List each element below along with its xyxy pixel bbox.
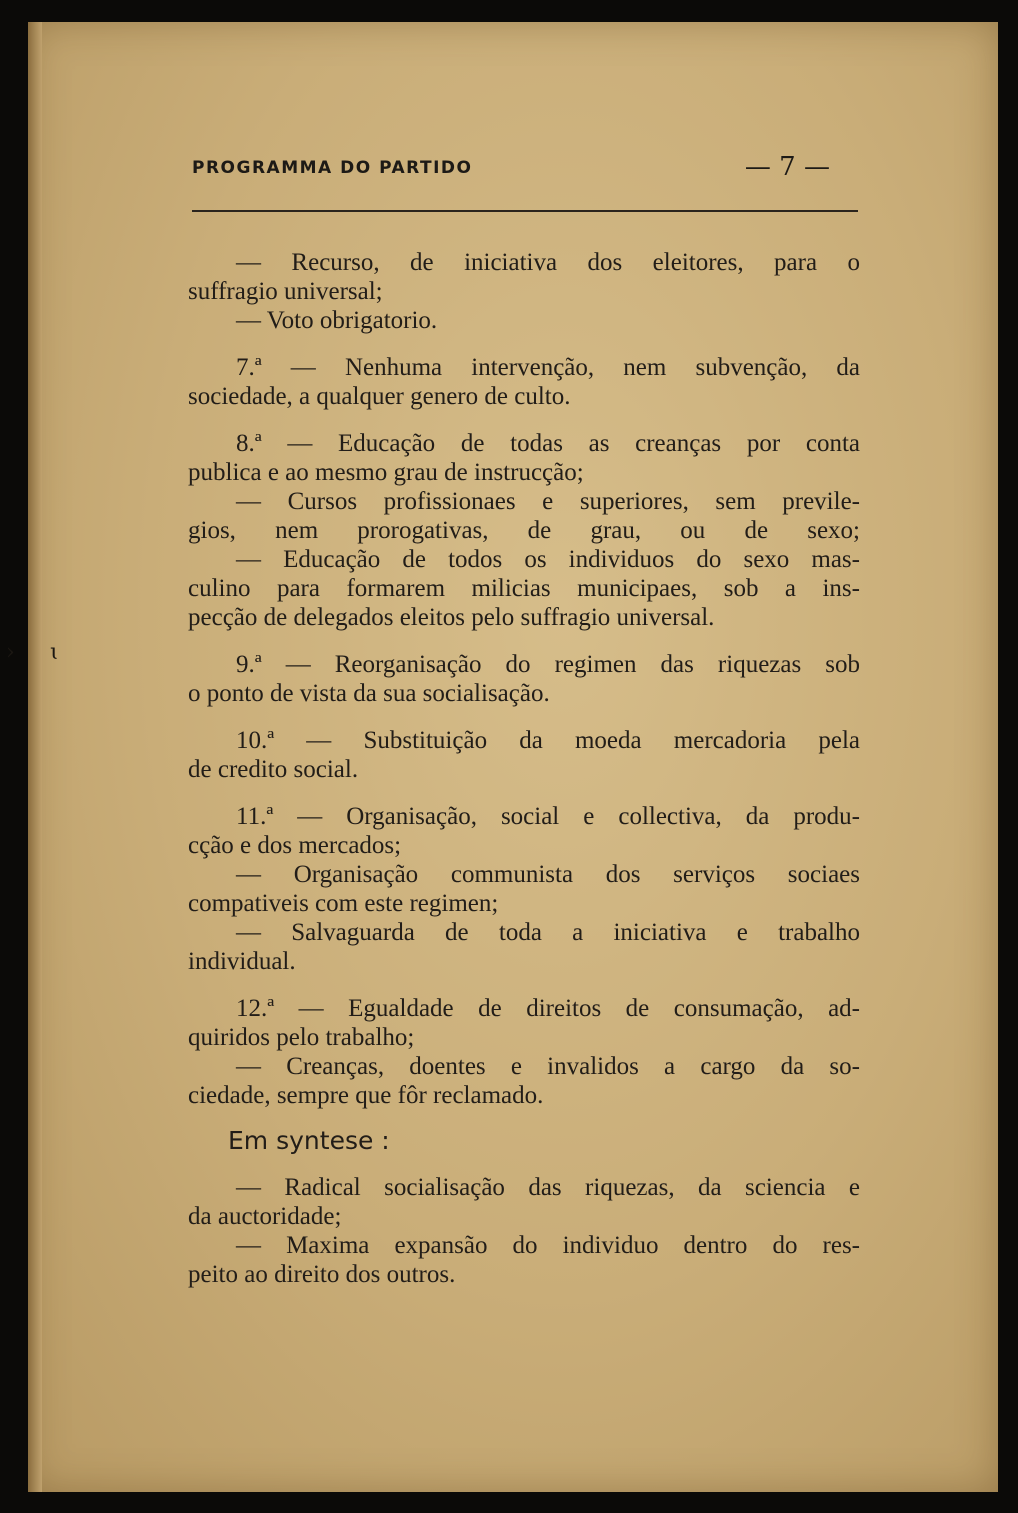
text-line: — Organisação communista dos serviços sociaes — [236, 861, 860, 888]
running-title: PROGRAMMA DO PARTIDO — [192, 158, 473, 178]
text-line: suffragio universal; — [188, 278, 383, 305]
text-line: pecção de delegados eleitos pelo suffragio universal. — [188, 604, 715, 631]
text-line: — Educação de todos os individuos do sexo mas- — [236, 546, 860, 573]
text-line: — Voto obrigatorio. — [236, 307, 438, 334]
margin-mark: ɩ — [50, 640, 59, 665]
text-line: da auctoridade; — [188, 1203, 342, 1230]
text-line: 8.ª — Educação de todas as creanças por conta — [236, 430, 860, 457]
text-line: — Recurso, de iniciativa dos eleitores, para o — [236, 249, 860, 276]
text-line: 12.ª — Egualdade de direitos de consumação, ad- — [236, 995, 860, 1022]
text-line: — Creanças, doentes e invalidos a cargo da so- — [236, 1053, 860, 1080]
page-body — [188, 248, 860, 1289]
text-line: — Radical socialisação das riquezas, da sciencia e — [236, 1174, 860, 1201]
margin-mark: › — [6, 640, 15, 665]
text-line: peito ao direito dos outros. — [188, 1261, 456, 1288]
text-line: — Salvaguarda de toda a iniciativa e trabalho — [236, 919, 860, 946]
running-header — [192, 152, 860, 192]
text-line: gios, nem prorogativas, de grau, ou de sexo; — [188, 517, 860, 544]
book-spine — [28, 22, 42, 1492]
text-line: — Maxima expansão do individuo dentro do res- — [236, 1232, 860, 1259]
text-line: quiridos pelo trabalho; — [188, 1024, 415, 1051]
text-line: de credito social. — [188, 756, 359, 783]
text-line: cção e dos mercados; — [188, 832, 402, 859]
text-line: 9.ª — Reorganisação do regimen das riquezas sob — [236, 651, 860, 678]
text-line: compativeis com este regimen; — [188, 890, 499, 917]
text-line: 7.ª — Nenhuma intervenção, nem subvenção, da — [236, 354, 860, 381]
text-line: sociedade, a qualquer genero de culto. — [188, 383, 571, 410]
section-heading: Em syntese : — [228, 1126, 390, 1155]
text-line: 11.ª — Organisação, social e collectiva, da produ- — [236, 803, 860, 830]
text-line: — Cursos profissionaes e superiores, sem previle- — [236, 488, 860, 515]
text-line: ciedade, sempre que fôr reclamado. — [188, 1082, 544, 1109]
text-line: culino para formarem milicias municipaes, sob a ins- — [188, 575, 860, 602]
text-line: o ponto de vista da sua socialisação. — [188, 680, 550, 707]
text-line: 10.ª — Substituição da moeda mercadoria pela — [236, 727, 860, 754]
page-number: — 7 — — [744, 152, 830, 182]
header-rule — [192, 210, 858, 212]
text-line: publica e ao mesmo grau de instrucção; — [188, 459, 584, 486]
text-line: individual. — [188, 948, 296, 975]
